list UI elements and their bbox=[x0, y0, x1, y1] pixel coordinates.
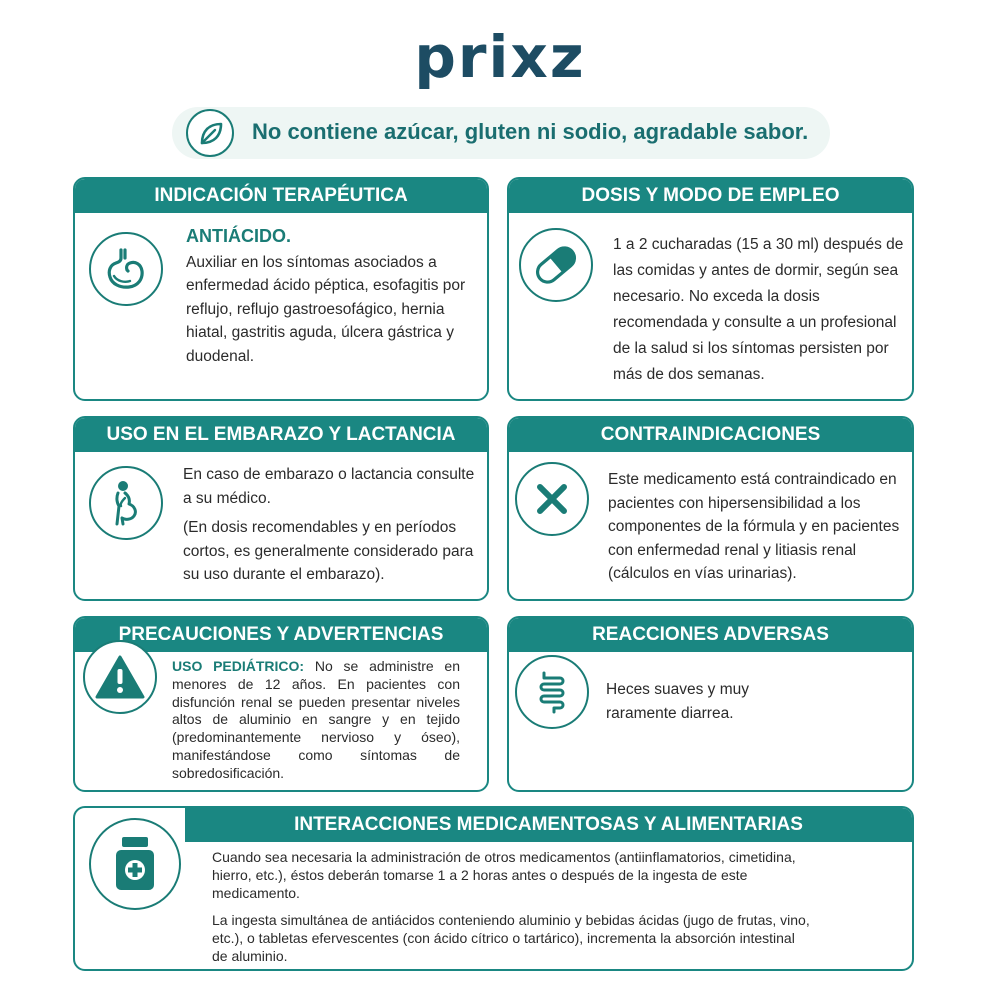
card-title: DOSIS Y MODO DE EMPLEO bbox=[509, 179, 912, 213]
card-title: INDICACIÓN TERAPÉUTICA bbox=[75, 179, 487, 213]
card-title: USO EN EL EMBARAZO Y LACTANCIA bbox=[75, 418, 487, 452]
card-title: CONTRAINDICACIONES bbox=[509, 418, 912, 452]
capsule-icon bbox=[519, 228, 593, 302]
card-text-2: La ingesta simultánea de antiácidos conteniendo aluminio y bebidas ácidas (jugo de frutas, vino, etc.), o tabletas efervescentes (con ácido cítrico o tartárico), incrementa la absorción intestinal de aluminio. bbox=[212, 912, 810, 964]
warning-icon bbox=[83, 640, 157, 714]
card-text: Auxiliar en los síntomas asociados a enfermedad ácido péptica, esofagitis por reflujo, reflujo gastroesofágico, hernia hiatal, gastritis aguda, úlcera gástrica y duodenal. bbox=[186, 253, 466, 365]
card-text: 1 a 2 cucharadas (15 a 30 ml) después de las comidas y antes de dormir, según sea necesario. No exceda la dosis recomendada y consulte a un profesional de la salud si los síntomas persisten por más de dos semanas. bbox=[613, 236, 904, 383]
claims-banner bbox=[172, 107, 830, 159]
card-text: Este medicamento está contraindicado en pacientes con hipersensibilidad a los componentes de la fórmula y en pacientes con enfermedad renal y litiasis renal (cálculos en vías urinarias). bbox=[608, 471, 900, 582]
medicine-bottle-icon bbox=[89, 818, 181, 910]
card-title: PRECAUCIONES Y ADVERTENCIAS bbox=[75, 618, 487, 652]
card-body bbox=[172, 658, 460, 783]
leaf-icon bbox=[186, 109, 234, 157]
banner-text: No contiene azúcar, gluten ni sodio, agradable sabor. bbox=[252, 119, 809, 144]
card-dosis bbox=[507, 177, 914, 401]
card-text-2: (En dosis recomendables y en períodos cortos, es generalmente considerado para su uso durante el embarazo). bbox=[183, 519, 474, 583]
brand-logo: prixz bbox=[414, 23, 586, 91]
card-body bbox=[186, 225, 476, 368]
card-subtitle: ANTIÁCIDO. bbox=[186, 226, 291, 246]
pregnant-woman-icon bbox=[89, 466, 163, 540]
card-embarazo bbox=[73, 416, 489, 601]
card-indicacion bbox=[73, 177, 489, 401]
card-text: No se administre en menores de 12 años. En pacientes con disfunción renal se pueden presentar niveles altos de aluminio en sangre y en tejido (predominantemente nervioso y óseo), manifestándose como síntomas de sobredosificación. bbox=[172, 658, 460, 781]
card-reacciones bbox=[507, 616, 914, 792]
x-mark-icon bbox=[515, 462, 589, 536]
card-precauciones bbox=[73, 616, 489, 792]
card-body bbox=[183, 463, 483, 587]
card-contraindicaciones bbox=[507, 416, 914, 601]
card-body bbox=[212, 848, 812, 965]
card-text: Heces suaves y muy raramente diarrea. bbox=[606, 681, 749, 722]
card-title: INTERACCIONES MEDICAMENTOSAS Y ALIMENTARIAS bbox=[185, 808, 912, 842]
card-text-1: Cuando sea necesaria la administración de otros medicamentos (antiinflamatorios, cimetidina, hierro, etc.), éstos deberán tomarse 1 a 2 horas antes o después de la ingesta de este medicamento. bbox=[212, 849, 796, 901]
card-text-1: En caso de embarazo o lactancia consulte a su médico. bbox=[183, 466, 475, 507]
card-interacciones bbox=[73, 806, 914, 971]
stomach-icon bbox=[89, 232, 163, 306]
intestine-icon bbox=[515, 655, 589, 729]
card-lead: USO PEDIÁTRICO: bbox=[172, 658, 305, 674]
card-title: REACCIONES ADVERSAS bbox=[509, 618, 912, 652]
